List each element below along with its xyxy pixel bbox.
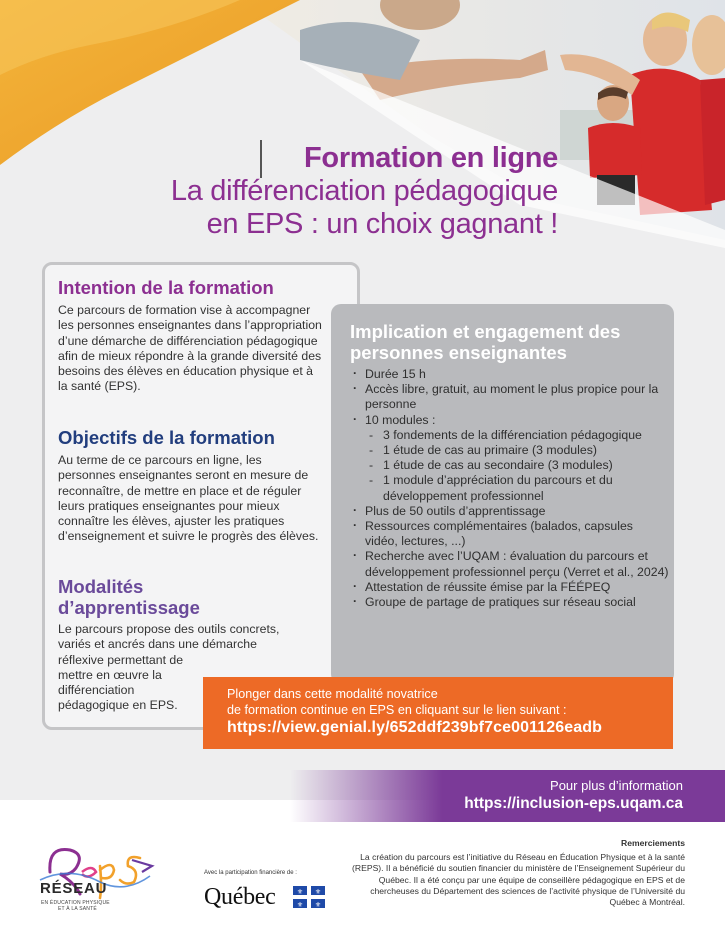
acknowledgements-title: Remerciements — [620, 838, 685, 848]
modalites-heading-line-1: Modalités — [58, 576, 144, 597]
quebec-flag-icon — [293, 886, 325, 908]
cta-text — [227, 687, 567, 718]
list-item: · Recherche avec l’UQAM : évaluation du parcours et développement professionnel perçu (Verret et al., 2024) — [351, 549, 669, 579]
reps-tagline-2: ET À LA SANTÉ — [58, 906, 97, 912]
page-title — [60, 142, 558, 241]
footer — [0, 822, 725, 945]
list-item-label: 10 modules : — [365, 412, 436, 427]
title-line-1: Formation en ligne — [303, 142, 558, 174]
modules-sublist — [367, 428, 669, 504]
intention-heading: Intention de la formation — [58, 277, 274, 298]
acknowledgements-text: La création du parcours est l’initiative du Réseau en Éducation Physique et à la santé (REPS). Il a bénéficié du soutien financier du ministère de l’Enseignement Supérieur du Québec. Il a été conçu par une équipe de conseillère pédagogique en EPS et de chercheuses du Département des sciences de l’activité physique de l’Université du Québec à Montréal. — [352, 852, 685, 908]
modalites-text-line: mettre en œuvre la — [58, 667, 162, 682]
implication-panel — [331, 304, 674, 684]
inclusion-eps-link[interactable]: https://inclusion-eps.uqam.ca — [464, 795, 683, 812]
objectifs-section — [58, 427, 328, 545]
more-info-label: Pour plus d’information — [550, 778, 683, 793]
list-item: · Plus de 50 outils d’apprentissage — [351, 504, 669, 519]
objectifs-text: Au terme de ce parcours en ligne, les personnes enseignantes seront en mesure de reconnaître, de mettre en place et de réguler leurs pratiques enseignantes pour mieux connaître les élèves, ajuster les pratiques d’enseignement et suivre le progrès des élèves. — [58, 453, 319, 544]
funding-label: Avec la participation financière de : — [204, 870, 297, 876]
cta-text-line-1: Plonger dans cette modalité novatrice — [227, 687, 438, 701]
list-item: · Durée 15 h — [351, 367, 669, 382]
modalites-text-line: variés et ancrés dans une démarche — [58, 637, 257, 652]
acknowledgements — [340, 838, 685, 908]
svg-text:⚜: ⚜ — [296, 901, 304, 908]
cta-text-line-2: de formation continue en EPS en cliquant sur le lien suivant : — [227, 702, 567, 717]
intention-section — [58, 277, 328, 395]
svg-text:⚜: ⚜ — [296, 888, 304, 896]
intention-text: Ce parcours de formation vise à accompagner les personnes enseignantes dans l’appropriation d’une démarche de différenciation pédagogique afin de mieux répondre à la grande diversité des besoins des élèves en éducation physique et à la santé (EPS). — [58, 303, 322, 394]
cta-banner — [203, 677, 673, 749]
list-item: · Accès libre, gratuit, au moment le plus propice pour la personne — [351, 382, 669, 412]
modalites-text-line: pédagogique en EPS. — [58, 698, 178, 713]
sub-list-item: - 1 module d’appréciation du parcours et du développement professionnel — [367, 473, 669, 503]
title-line-2: La différenciation pédagogique — [170, 175, 558, 207]
sub-list-item: - 3 fondements de la différenciation pédagogique — [367, 428, 669, 443]
list-item — [351, 413, 669, 504]
reps-tagline-1: EN ÉDUCATION PHYSIQUE — [41, 900, 110, 906]
more-info-bar — [290, 770, 725, 822]
modalites-text-line: réflexive permettant de — [58, 652, 184, 667]
implication-list — [351, 367, 669, 610]
list-item: · Groupe de partage de pratiques sur réseau social — [351, 595, 669, 610]
sub-list-item: - 1 étude de cas au primaire (3 modules) — [367, 443, 669, 458]
sub-list-item: - 1 étude de cas au secondaire (3 modules) — [367, 458, 669, 473]
reps-name: RÉSEAU — [40, 880, 108, 897]
list-item: · Ressources complémentaires (balados, capsules vidéo, lectures, ...) — [351, 519, 669, 549]
modalites-heading-line-2: d’apprentissage — [58, 597, 200, 618]
modalites-text-line: différenciation — [58, 683, 135, 698]
quebec-wordmark: Québec — [204, 884, 276, 910]
implication-heading: Implication et engagement des personnes enseignantes — [350, 321, 621, 363]
list-item: · Attestation de réussite émise par la FÉÉPEQ — [351, 580, 669, 595]
modalites-text-line: Le parcours propose des outils concrets, — [58, 622, 280, 636]
svg-text:⚜: ⚜ — [314, 888, 322, 896]
objectifs-heading: Objectifs de la formation — [58, 427, 275, 448]
svg-text:⚜: ⚜ — [314, 901, 322, 908]
title-line-3: en EPS : un choix gagnant ! — [206, 208, 558, 240]
genially-link[interactable]: https://view.genial.ly/652ddf239bf7ce001126eadb — [227, 719, 602, 736]
